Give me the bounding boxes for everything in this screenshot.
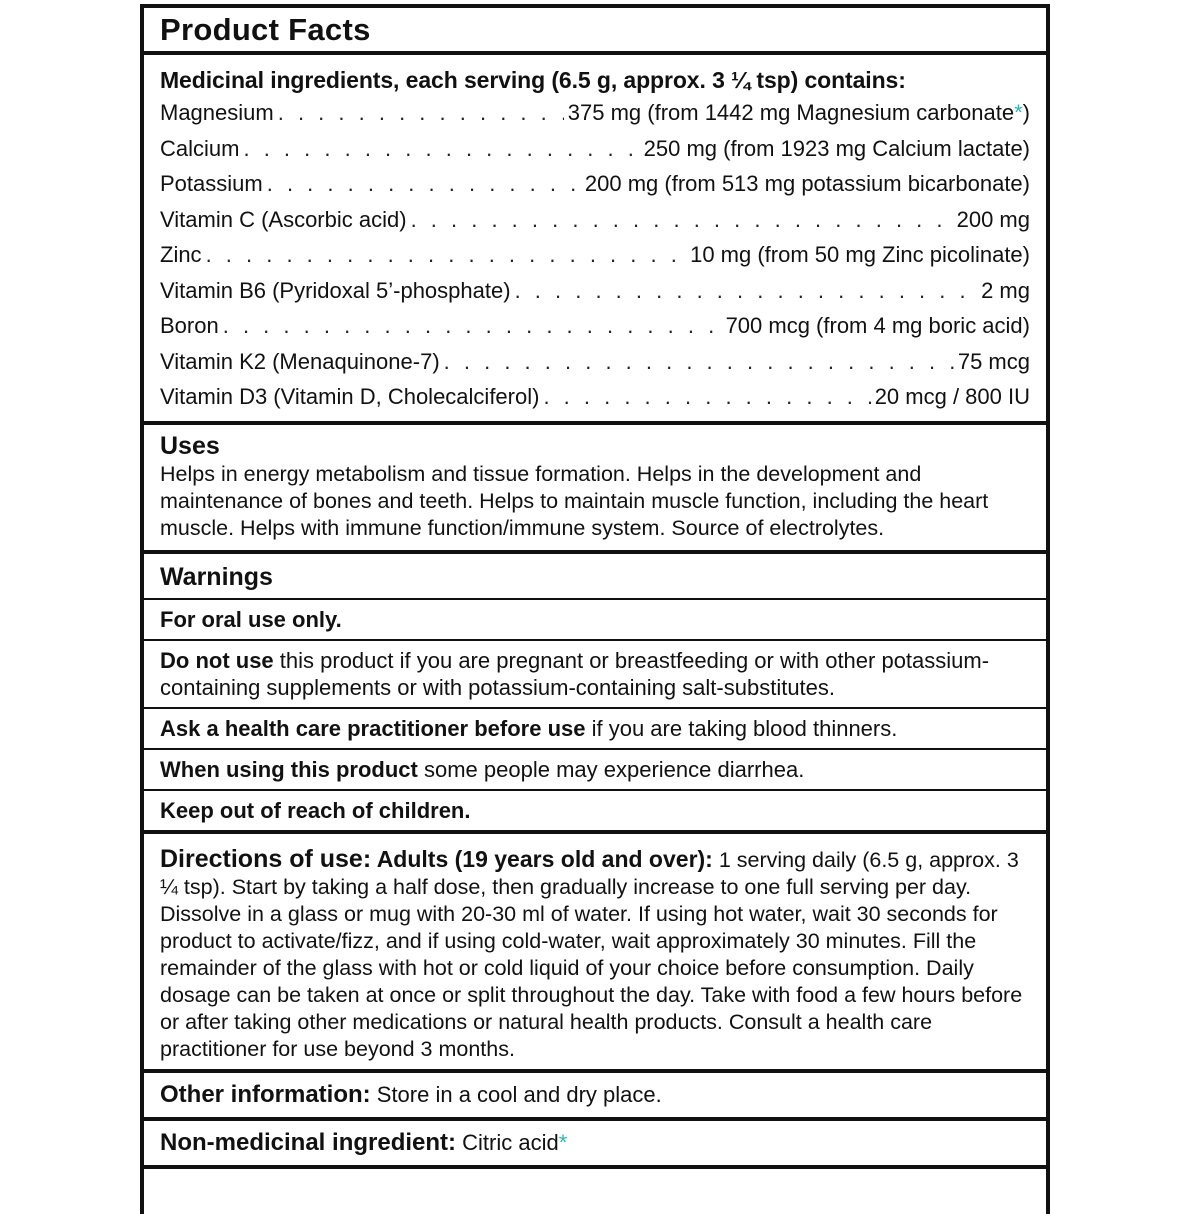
dot-leader [411,202,953,238]
ingredient-name: Magnesium [160,100,274,125]
ingredient-row [160,131,1030,167]
ingredient-name: Vitamin B6 (Pyridoxal 5’-phosphate) [160,277,511,303]
product-facts-label [140,4,1050,1214]
ingredient-amount [726,308,1030,344]
ingredient-name: Zinc [160,242,202,267]
ingredient-amount [568,95,1030,131]
warning-do-not-use-bold: Do not use [160,647,274,673]
dot-leader [278,95,564,131]
ingredient-row [160,202,1030,238]
ingredient-name: Potassium [160,171,263,196]
ingredient-amount [875,379,1030,415]
directions-section [144,834,1046,1073]
warning-ask-bold: Ask a health care practitioner before use [160,715,586,741]
directions-lead: Adults (19 years old and over): [371,845,713,872]
ingredient-amount-value: 20 mcg / 800 IU [874,384,1030,409]
ingredient-amount-value: 10 mg (from 50 mg Zinc picolinate) [690,242,1030,267]
ingredient-row [160,166,1030,202]
ingredient-amount-suffix: ) [1022,100,1030,125]
warning-ask-text: if you are taking blood thinners. [585,715,898,741]
non-medicinal-text: Citric acid [456,1129,559,1155]
ingredient-amount-value: 375 mg (from 1442 mg Magnesium carbonate [567,100,1015,125]
warning-keep-out-of-reach: Keep out of reach of children. [144,791,1046,834]
warning-when-bold: When using this product [160,756,418,782]
ingredient-row [160,308,1030,344]
asterisk-mark: * [558,1129,568,1155]
ingredient-row [160,95,1030,131]
uses-title: Uses [160,431,220,460]
warning-do-not-use [144,641,1046,709]
ingredient-row [160,237,1030,273]
directions-text: 1 serving daily (6.5 g, approx. 3 ¼ tsp). Start by taking a half dose, then gradually increase to one full serving per day. Dissolve in a glass or mug with 20-30 ml of water. If using hot water, wait 30 seconds for product to activate/fizz, and if using cold-water, wait approximately 30 minutes. Fill the remainder of the glass with hot or cold liquid of your choice before consumption. Daily dosage can be taken at once or split throughout the day. Take with food a few hours before or after taking other medications or natural health products. Consult a health care practitioner for use beyond 3 months. [160,847,1023,1061]
ingredient-amount-value: 700 mcg (from 4 mg boric acid) [725,313,1030,338]
ingredient-amount-value: 75 mcg [957,348,1030,374]
ingredients-list [160,95,1030,415]
warning-oral-use: For oral use only. [144,600,1046,641]
ingredient-amount [585,166,1030,202]
ingredient-name: Vitamin D3 (Vitamin D, Cholecalciferol) [160,384,540,409]
ingredient-amount [958,344,1030,380]
dot-leader [543,379,870,415]
dot-leader [223,308,722,344]
dot-leader [206,237,687,273]
non-medicinal-section [144,1121,1046,1169]
warnings-section [144,554,1046,834]
other-information-text: Store in a cool and dry place. [370,1081,662,1107]
ingredient-row [160,344,1030,380]
warning-do-not-use-text: this product if you are pregnant or breastfeeding or with other potassium-containing supplements or with potassium-containing salt-substitutes. [160,647,990,700]
medicinal-ingredients-section [144,55,1046,425]
uses-section [144,425,1046,554]
ingredient-amount [644,131,1030,167]
dot-leader [243,131,639,167]
directions-title: Directions of use: [160,844,372,873]
ingredients-heading: Medicinal ingredients, each serving (6.5 g, approx. 3 ¼ tsp) contains: [160,67,906,93]
dot-leader [267,166,581,202]
dot-leader [444,344,954,380]
ingredient-amount [957,202,1030,238]
uses-text: Helps in energy metabolism and tissue formation. Helps in the development and maintenance of bones and teeth. Helps to maintain muscle function, including the heart muscle. Helps with immune function/immune system. Source of electrolytes. [160,461,989,540]
ingredient-amount-value: 250 mg (from 1923 mg Calcium lactate) [643,135,1030,161]
other-information-title: Other information: [160,1080,371,1108]
warnings-title: Warnings [144,554,1046,600]
other-information-section [144,1073,1046,1121]
dot-leader [515,273,978,309]
ingredient-name: Calcium [160,135,240,161]
warning-when-using [144,750,1046,791]
ingredient-amount-value: 200 mg [956,206,1030,232]
page-title: Product Facts [144,8,1046,55]
ingredient-row [160,273,1030,309]
ingredient-amount-value: 2 mg [981,277,1030,303]
non-medicinal-title: Non-medicinal ingredient: [160,1128,457,1156]
ingredient-amount-value: 200 mg (from 513 mg potassium bicarbonate) [584,171,1030,196]
ingredient-name: Vitamin K2 (Menaquinone-7) [160,348,440,374]
warning-when-text: some people may experience diarrhea. [417,756,805,782]
ingredient-row [160,379,1030,415]
ingredient-amount [690,237,1030,273]
ingredient-name: Vitamin C (Ascorbic acid) [160,206,407,232]
ingredient-name: Boron [160,313,219,338]
ingredient-amount [981,273,1030,309]
asterisk-mark: * [1014,100,1023,125]
warning-ask-practitioner [144,709,1046,750]
